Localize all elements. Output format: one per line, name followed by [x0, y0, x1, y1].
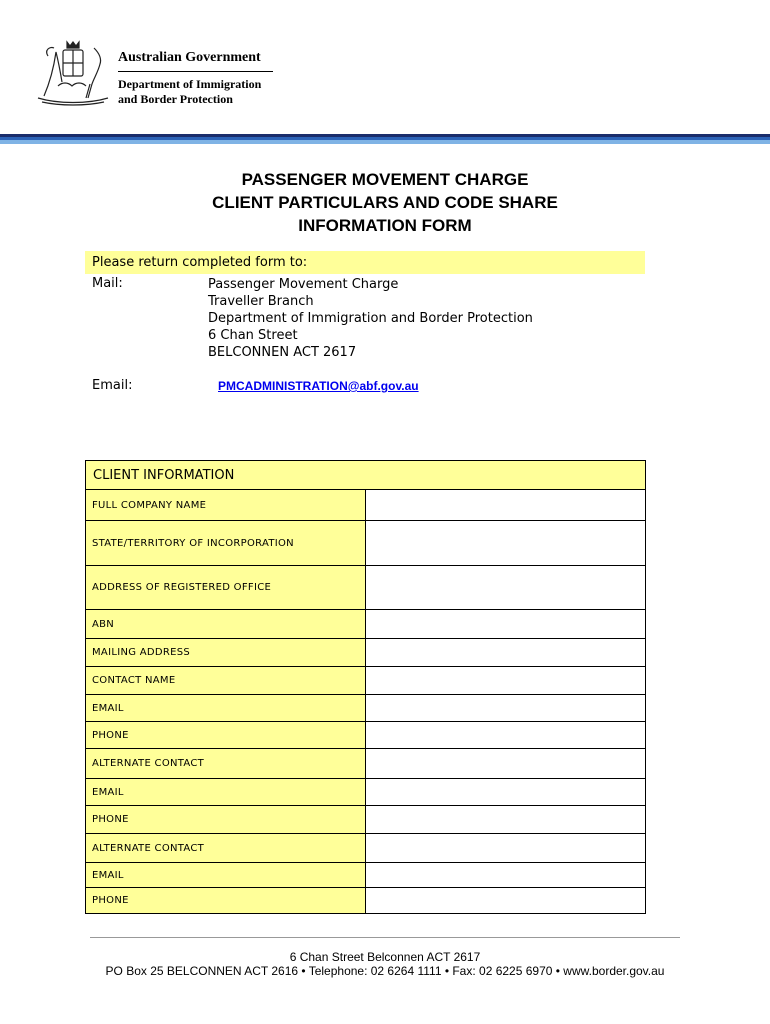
address-line: Department of Immigration and Border Protection — [208, 311, 533, 326]
full-company-name-field[interactable] — [366, 490, 646, 521]
email-field[interactable] — [366, 779, 646, 806]
field-label-email: EMAIL — [86, 779, 366, 806]
email-link[interactable]: PMCADMINISTRATION@abf.gov.au — [218, 379, 419, 393]
footer-contact: PO Box 25 BELCONNEN ACT 2616 • Telephone: 02 6264 1111 • Fax: 02 6225 6970 • www.border.gov.au — [105, 964, 665, 978]
header-band — [0, 134, 770, 144]
form-title — [0, 168, 770, 237]
phone-field[interactable] — [366, 722, 646, 749]
contact-name-field[interactable] — [366, 667, 646, 695]
alternate-contact-field[interactable] — [366, 834, 646, 863]
mailing-address-field[interactable] — [366, 639, 646, 667]
field-label-phone: PHONE — [86, 806, 366, 834]
footer-divider — [90, 937, 680, 938]
field-label-abn: ABN — [86, 610, 366, 639]
field-label-alternate-contact: ALTERNATE CONTACT — [86, 749, 366, 779]
form-title-line3: INFORMATION FORM — [298, 216, 472, 235]
field-label-alternate-contact: ALTERNATE CONTACT — [86, 834, 366, 863]
abn-field[interactable] — [366, 610, 646, 639]
email-field[interactable] — [366, 863, 646, 888]
field-label-contact-name: CONTACT NAME — [86, 667, 366, 695]
phone-field[interactable] — [366, 888, 646, 914]
address-line: Passenger Movement Charge — [208, 277, 399, 292]
state-territory-field[interactable] — [366, 521, 646, 566]
field-label-phone: PHONE — [86, 888, 366, 914]
address-line: Traveller Branch — [208, 294, 314, 309]
footer-address: 6 Chan Street Belconnen ACT 2617 — [289, 950, 481, 964]
coat-of-arms-icon — [34, 36, 112, 108]
mail-address — [208, 276, 533, 361]
form-title-line2: CLIENT PARTICULARS AND CODE SHARE — [212, 193, 558, 212]
government-name: Australian Government — [118, 50, 273, 72]
alternate-contact-field[interactable] — [366, 749, 646, 779]
client-information-table — [85, 460, 646, 914]
field-label-full-company-name: FULL COMPANY NAME — [86, 490, 366, 521]
field-label-email: EMAIL — [86, 863, 366, 888]
letterhead — [0, 0, 770, 150]
mail-label: Mail: — [92, 276, 123, 291]
department-name-line1: Department of Immigration — [118, 77, 262, 91]
field-label-email: EMAIL — [86, 695, 366, 722]
email-label: Email: — [92, 378, 133, 393]
form-title-line1: PASSENGER MOVEMENT CHARGE — [241, 170, 529, 189]
field-label-mailing-address: MAILING ADDRESS — [86, 639, 366, 667]
return-heading: Please return completed form to: — [85, 251, 645, 274]
field-label-phone: PHONE — [86, 722, 366, 749]
registered-office-field[interactable] — [366, 566, 646, 610]
email-field[interactable] — [366, 695, 646, 722]
field-label-state-territory: STATE/TERRITORY OF INCORPORATION — [86, 521, 366, 566]
address-line: BELCONNEN ACT 2617 — [208, 345, 357, 360]
department-name-line2: and Border Protection — [118, 92, 233, 106]
phone-field[interactable] — [366, 806, 646, 834]
field-label-registered-office: ADDRESS OF REGISTERED OFFICE — [86, 566, 366, 610]
address-line: 6 Chan Street — [208, 328, 298, 343]
client-information-heading: CLIENT INFORMATION — [86, 461, 646, 490]
